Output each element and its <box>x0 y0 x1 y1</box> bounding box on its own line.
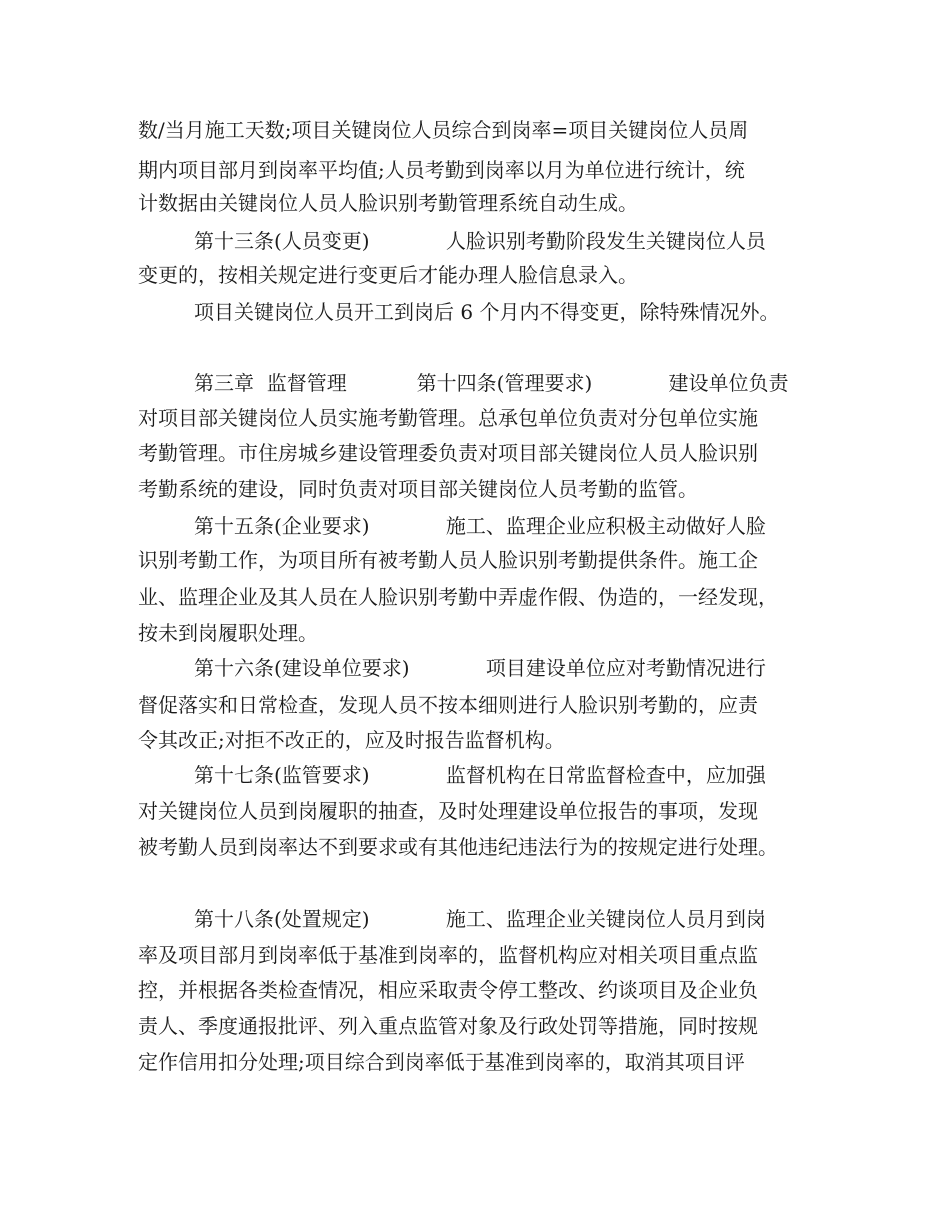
text-line: 控，并根据各类检查情况，相应采取责令停工整改、约谈项目及企业负 <box>138 978 758 1002</box>
text-line: 对关键岗位人员到岗履职的抽查，及时处理建设单位报告的事项，发现 <box>138 799 758 823</box>
text-line: 令其改正;对拒不改正的，应及时报告监督机构。 <box>138 728 565 752</box>
text-line: 计数据由关键岗位人员人脸识别考勤管理系统自动生成。 <box>138 191 638 215</box>
text-line: 业、监理企业及其人员在人脸识别考勤中弄虚作假、伪造的，一经发现， <box>138 585 778 609</box>
text-line: 率及项目部月到岗率低于基准到岗率的，监督机构应对相关项目重点监 <box>138 943 758 967</box>
article-17-heading: 第十七条(监管要求) 监督机构在日常监督检查中，应加强 <box>194 763 766 787</box>
text-line: 识别考勤工作，为项目所有被考勤人员人脸识别考勤提供条件。施工企 <box>138 548 758 572</box>
text-line: 变更的，按相关规定进行变更后才能办理人脸信息录入。 <box>138 263 638 287</box>
article-16-heading: 第十六条(建设单位要求) 项目建设单位应对考勤情况进行 <box>194 656 766 680</box>
text-line: 考勤系统的建设，同时负责对项目部关键岗位人员考勤的监管。 <box>138 477 698 501</box>
article-18-heading: 第十八条(处置规定) 施工、监理企业关键岗位人员月到岗 <box>194 907 766 931</box>
text-line: 督促落实和日常检查，发现人员不按本细则进行人脸识别考勤的，应责 <box>138 693 758 717</box>
text-line: 责人、季度通报批评、列入重点监管对象及行政处罚等措施，同时按规 <box>138 1014 758 1038</box>
text-line: 定作信用扣分处理;项目综合到岗率低于基准到岗率的，取消其项目评 <box>138 1050 745 1074</box>
text-line: 数/当月施工天数;项目关键岗位人员综合到岗率=项目关键岗位人员周 <box>138 118 749 142</box>
text-line: 项目关键岗位人员开工到岗后 6 个月内不得变更，除特殊情况外。 <box>194 300 780 324</box>
article-13-heading: 第十三条(人员变更) 人脸识别考勤阶段发生关键岗位人员 <box>194 229 766 253</box>
chapter-3-heading: 第三章 监督管理 第十四条(管理要求) 建设单位负责 <box>194 371 789 395</box>
text-line: 被考勤人员到岗率达不到要求或有其他违纪违法行为的按规定进行处理。 <box>138 835 778 859</box>
text-line: 对项目部关键岗位人员实施考勤管理。总承包单位负责对分包单位实施 <box>138 406 758 430</box>
text-line: 考勤管理。市住房城乡建设管理委负责对项目部关键岗位人员人脸识别 <box>138 441 758 465</box>
article-15-heading: 第十五条(企业要求) 施工、监理企业应积极主动做好人脸 <box>194 514 766 538</box>
text-line: 期内项目部月到岗率平均值;人员考勤到岗率以月为单位进行统计，统 <box>138 158 745 182</box>
text-line: 按未到岗履职处理。 <box>138 621 318 645</box>
